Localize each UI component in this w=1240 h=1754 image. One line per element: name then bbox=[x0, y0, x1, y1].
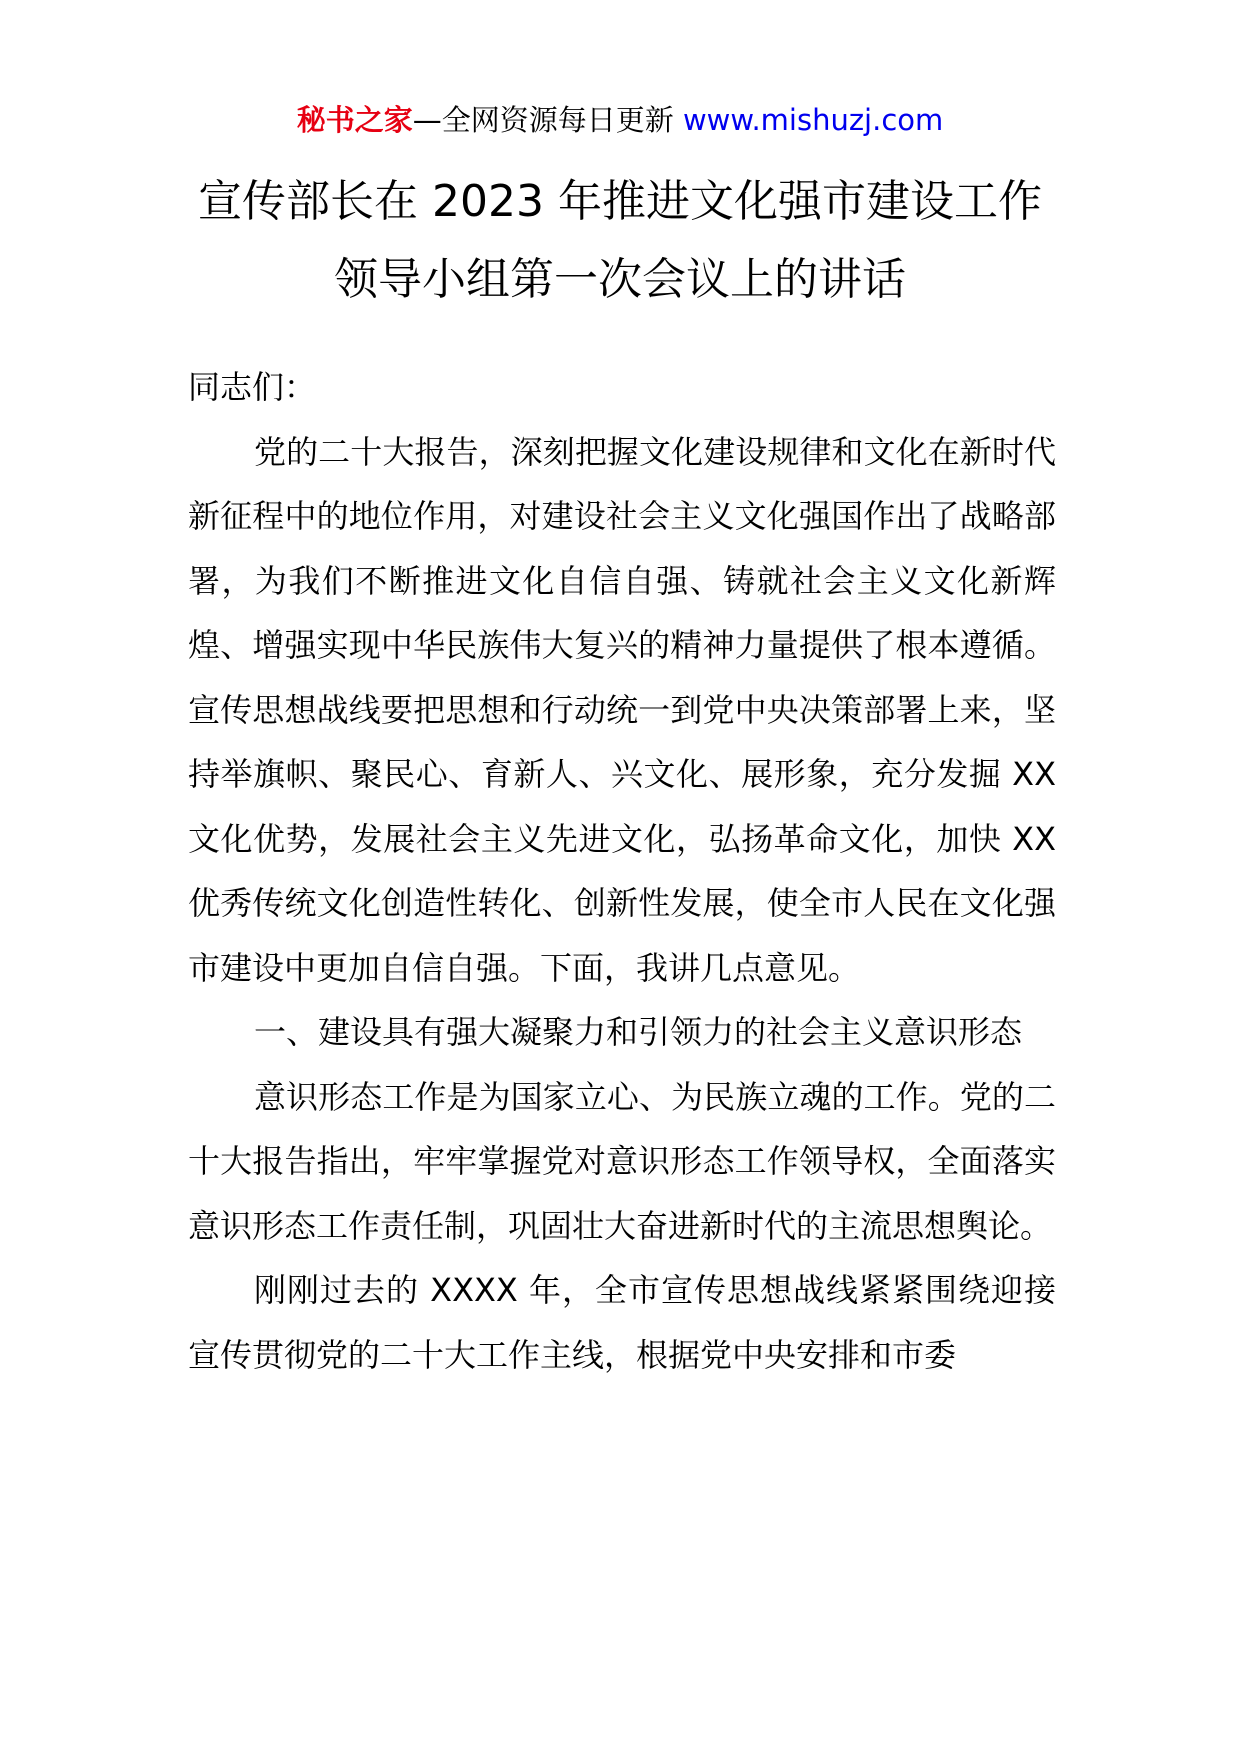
paragraph-intro: 党的二十大报告，深刻把握文化建设规律和文化在新时代新征程中的地位作用，对建设社会主义文化强国作出了战略部署，为我们不断推进文化自信自强、铸就社会主义文化新辉煌、增强实现中华民族伟大复兴的精神力量提供了根本遵循。宣传思想战线要把思想和行动统一到党中央决策部署上来，坚持举旗帜、聚民心、育新人、兴文化、展形象，充分发掘 XX 文化优势，发展社会主义先进文化，弘扬革命文化，加快 XX 优秀传统文化创造性转化、创新性发展，使全市人民在文化强市建设中更加自信自强。下面，我讲几点意见。 bbox=[188, 432, 1056, 987]
site-header bbox=[0, 100, 1240, 140]
document-title bbox=[0, 163, 1240, 319]
site-url-link[interactable]: www.mishuzj.com bbox=[682, 103, 944, 137]
salutation: 同志们： bbox=[188, 368, 317, 406]
site-tagline: —全网资源每日更新 bbox=[412, 103, 674, 137]
document-title-line-2: 领导小组第一次会议上的讲话 bbox=[334, 254, 906, 305]
section-heading-1: 一、建设具有强大凝聚力和引领力的社会主义意识形态 bbox=[254, 1013, 1023, 1051]
paragraph-ideology: 意识形态工作是为国家立心、为民族立魂的工作。党的二十大报告指出，牢牢掌握党对意识形态工作领导权，全面落实意识形态工作责任制，巩固壮大奋进新时代的主流思想舆论。 bbox=[188, 1077, 1056, 1245]
document-body bbox=[188, 355, 1056, 1387]
site-brand: 秘书之家 bbox=[296, 103, 413, 137]
paragraph-past-year: 刚刚过去的 XXXX 年，全市宣传思想战线紧紧围绕迎接宣传贯彻党的二十大工作主线，根据党中央安排和市委 bbox=[188, 1271, 1056, 1374]
document-title-line-1: 宣传部长在 2023 年推进文化强市建设工作 bbox=[198, 176, 1042, 227]
